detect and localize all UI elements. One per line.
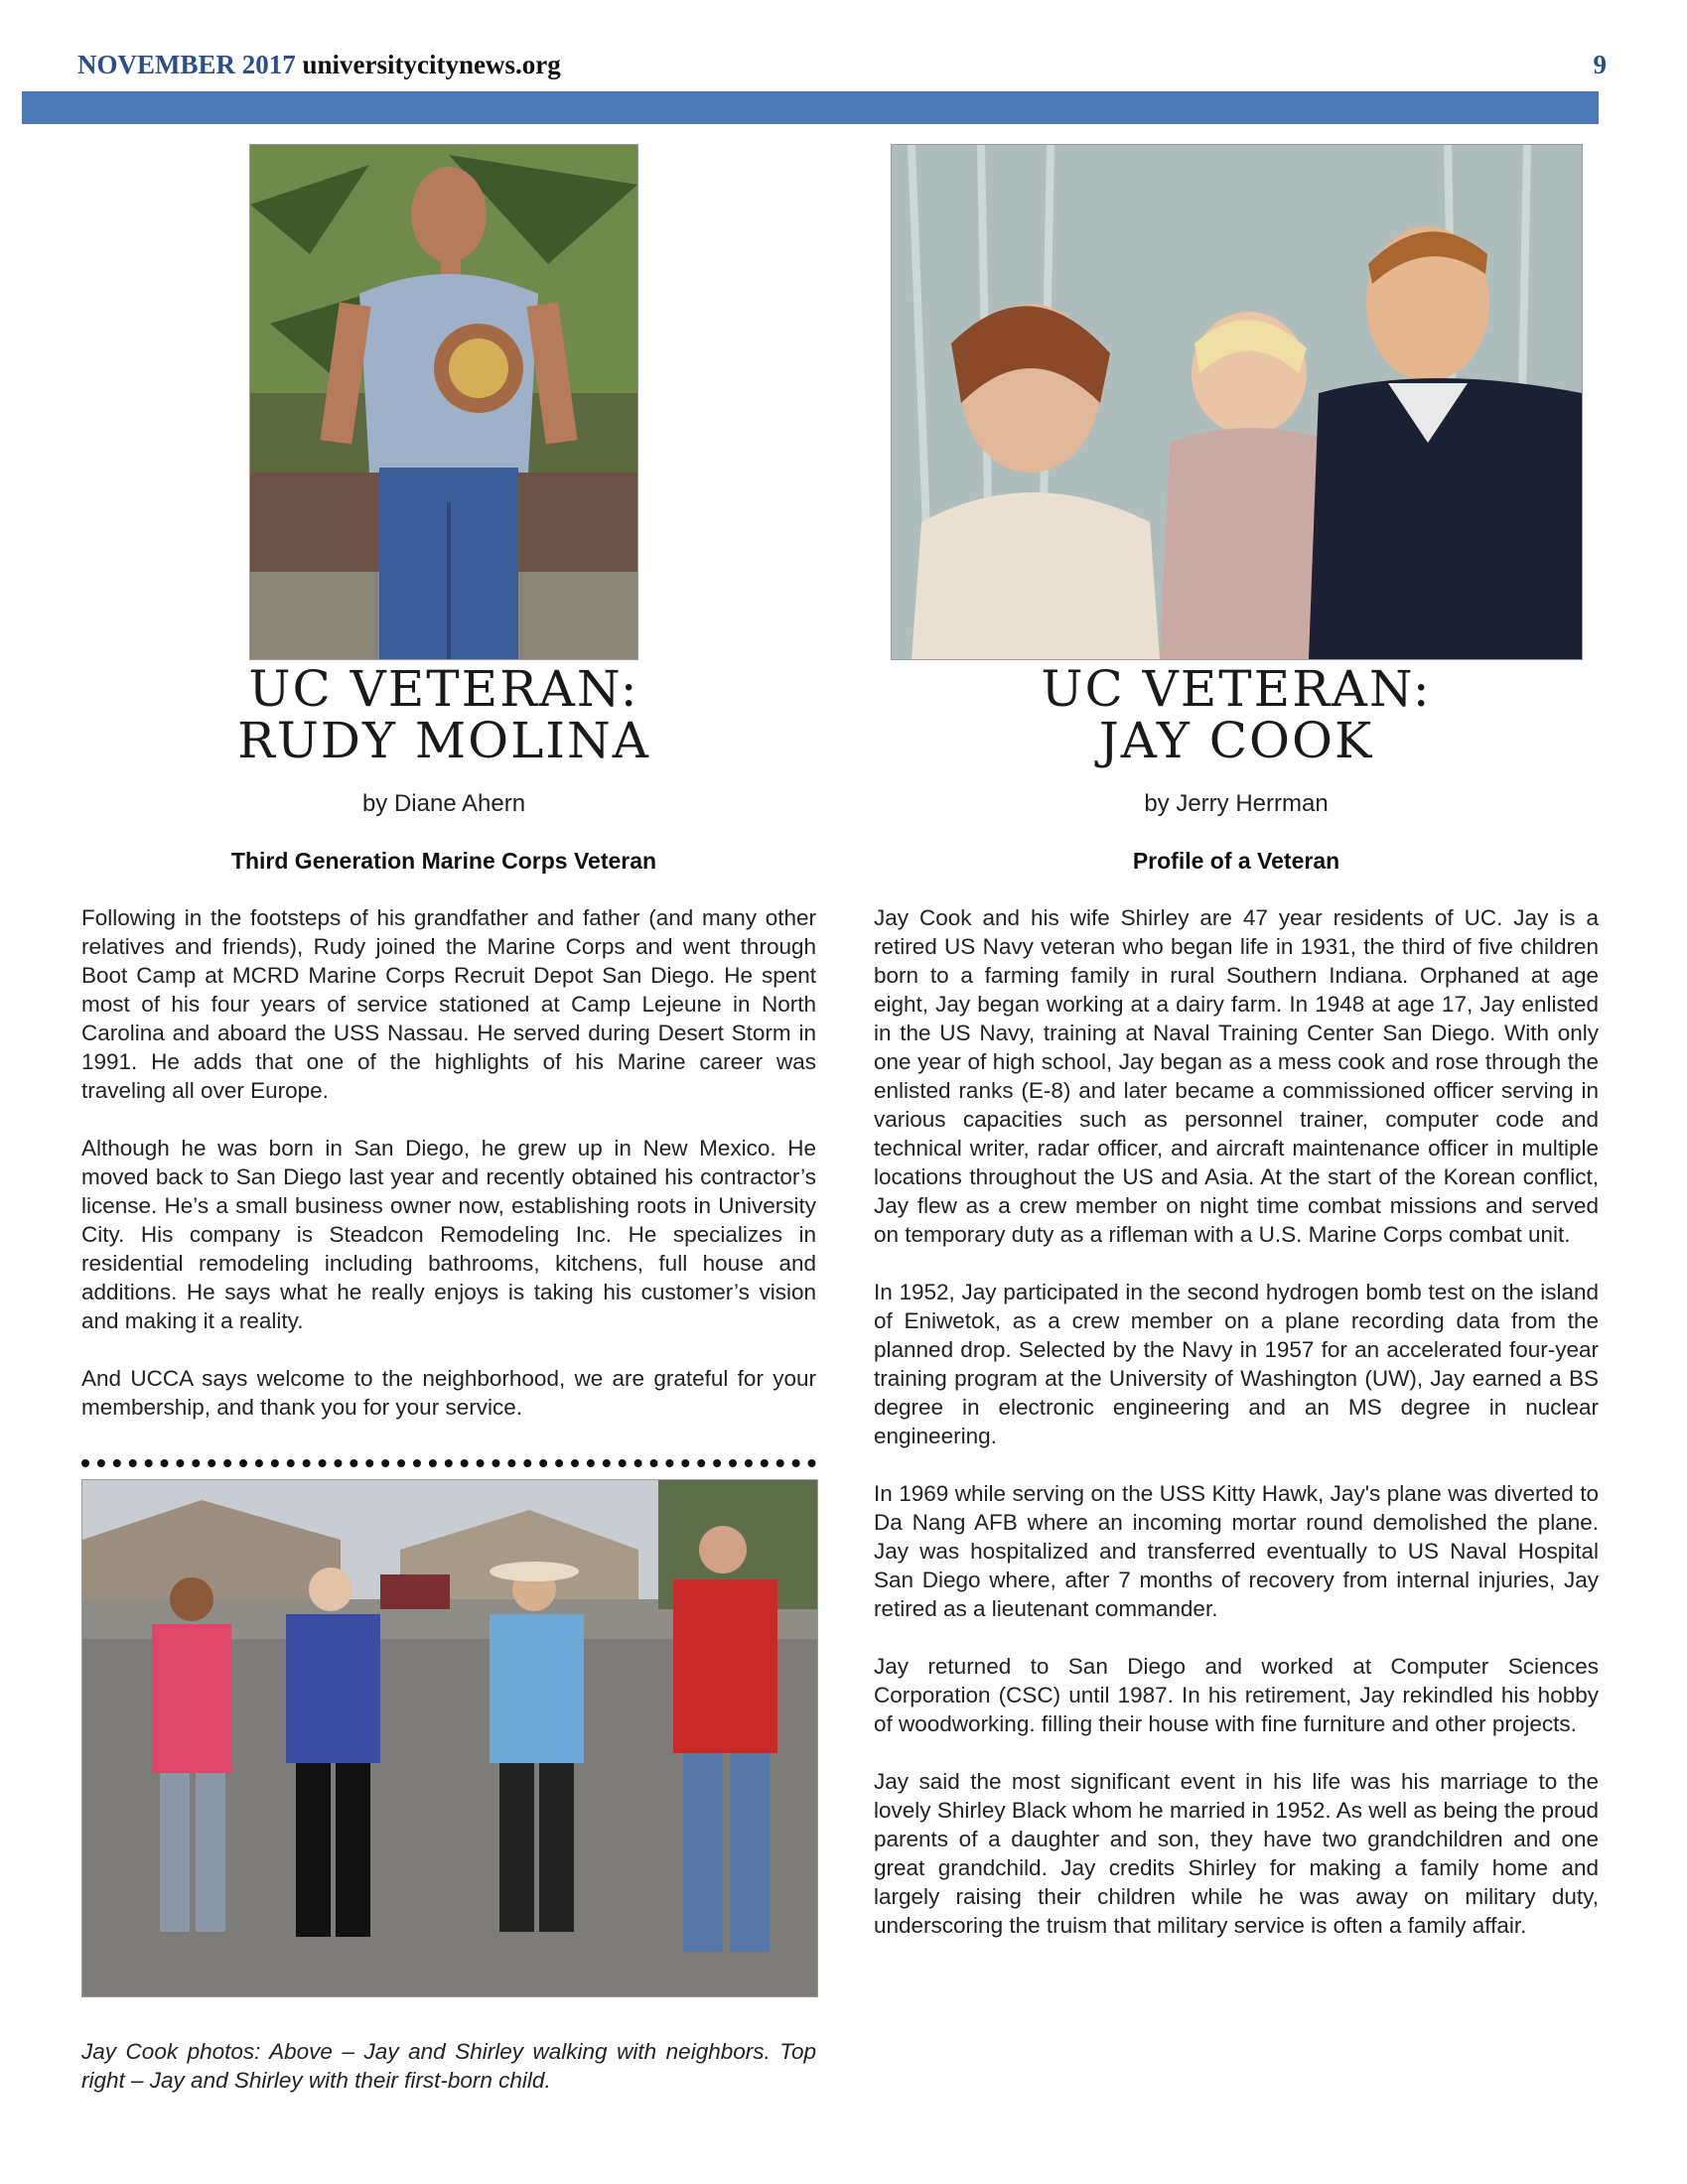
right-paragraph: In 1969 while serving on the USS Kitty Hawk, Jay's plane was diverted to Da Nang AFB where an incoming mortar round demolished the plane. Jay was hospitalized and transferred eventually to US Naval Hospital San Diego where, after 7 months of recovery from internal injuries, Jay retired as a lieutenant commander. (874, 1481, 1599, 1621)
header-bar (22, 91, 1599, 124)
right-paragraph: In 1952, Jay participated in the second hydrogen bomb test on the island of Eniwetok, as a crew member on a plane recording data from the planned drop. Selected by the Navy in 1957 for an accelerated four-year training program at the University of Washington (UW), Jay earned a BS degree in electronic engineering and an MS degree in nuclear engineering. (874, 1280, 1599, 1448)
walking-neighbors-photo (81, 1479, 818, 1997)
left-paragraph: Following in the footsteps of his grandfather and father (and many other relatives and friends), Rudy joined the Marine Corps and went through Boot Camp at MCRD Marine Corps Recruit Depot San Diego. He spent most of his four years of service stationed at Camp Lejeune in North Carolina and aboard the USS Nassau. He served during Desert Storm in 1991. He adds that one of the highlights of his Marine career was traveling all over Europe. (81, 905, 816, 1103)
left-paragraph: Although he was born in San Diego, he grew up in New Mexico. He moved back to San Diego last year and recently obtained his contractor’s license. He’s a small business owner now, establishing roots in University City. His company is Steadcon Remodeling Inc. He specializes in residential remodeling including bathrooms, kitchens, full house and additions. He says what he really enjoys is taking his customer’s vision and making it a reality. (81, 1136, 816, 1333)
right-subhead: Profile of a Veteran (1132, 848, 1340, 874)
left-title-line2: RUDY MOLINA (237, 712, 650, 769)
right-title-line2: JAY COOK (1098, 712, 1374, 769)
jay-cook-family-photo (891, 144, 1583, 660)
right-title-line1: UC VETERAN: (1041, 660, 1432, 718)
site-url[interactable]: universitycitynews.org (302, 50, 561, 79)
family-portrait-photo-icon (892, 145, 1582, 659)
photo-caption: Jay Cook photos: Above – Jay and Shirley walking with neighbors. Top right – Jay and Shirley with their first-born child. (81, 2039, 816, 2093)
issue-month: NOVEMBER 2017 (77, 50, 296, 79)
right-paragraph: Jay returned to San Diego and worked at Computer Sciences Corporation (CSC) until 1987. In his retirement, Jay rekindled his hobby of woodworking. filling their house with fine furniture and other projects. (874, 1654, 1599, 1736)
right-paragraph: Jay Cook and his wife Shirley are 47 year residents of UC. Jay is a retired US Navy veteran who began life in 1931, the third of five children born to a farming family in rural Southern Indiana. Orphaned at age eight, Jay began working at a dairy farm. In 1948 at age 17, Jay enlisted in the US Navy, training at Naval Training Center San Diego. With only one year of high school, Jay began as a mess cook and rose through the enlisted ranks (E-8) and later became a commissioned officer serving in various capacities such as personnel trainer, computer code and technical writer, radar officer, and aircraft maintenance officer in multiple locations throughout the US and Asia. At the start of the Korean conflict, Jay flew as a crew member on night time combat missions and served on temporary duty as a rifleman with a U.S. Marine Corps combat unit. (874, 905, 1599, 1247)
photo-walking-icon (82, 1480, 817, 1996)
section-divider (81, 1459, 816, 1467)
right-byline: by Jerry Herrman (1144, 790, 1329, 817)
left-subhead: Third Generation Marine Corps Veteran (230, 848, 657, 874)
right-article-body (874, 903, 1599, 1969)
portrait-photo-icon (250, 145, 637, 659)
right-article-title (874, 660, 1599, 769)
right-paragraph: Jay said the most significant event in his life was his marriage to the lovely Shirley Black whom he married in 1952. As well as being the proud parents of a daughter and son, they have two grandchildren and one great grandchild. Jay credits Shirley for making a family home and largely raising their children while he was away on military duty, underscoring the truism that military service is often a family affair. (874, 1769, 1599, 1938)
left-article-body (81, 903, 816, 1450)
page-number: 9 (1593, 50, 1607, 79)
rudy-molina-photo (249, 144, 638, 660)
left-paragraph: And UCCA says welcome to the neighborhood, we are grateful for your membership, and thank you for your service. (81, 1366, 816, 1420)
left-title-line1: UC VETERAN: (248, 660, 639, 718)
left-byline: by Diane Ahern (361, 790, 526, 817)
page-header (77, 50, 1607, 85)
left-article-title (81, 660, 806, 769)
